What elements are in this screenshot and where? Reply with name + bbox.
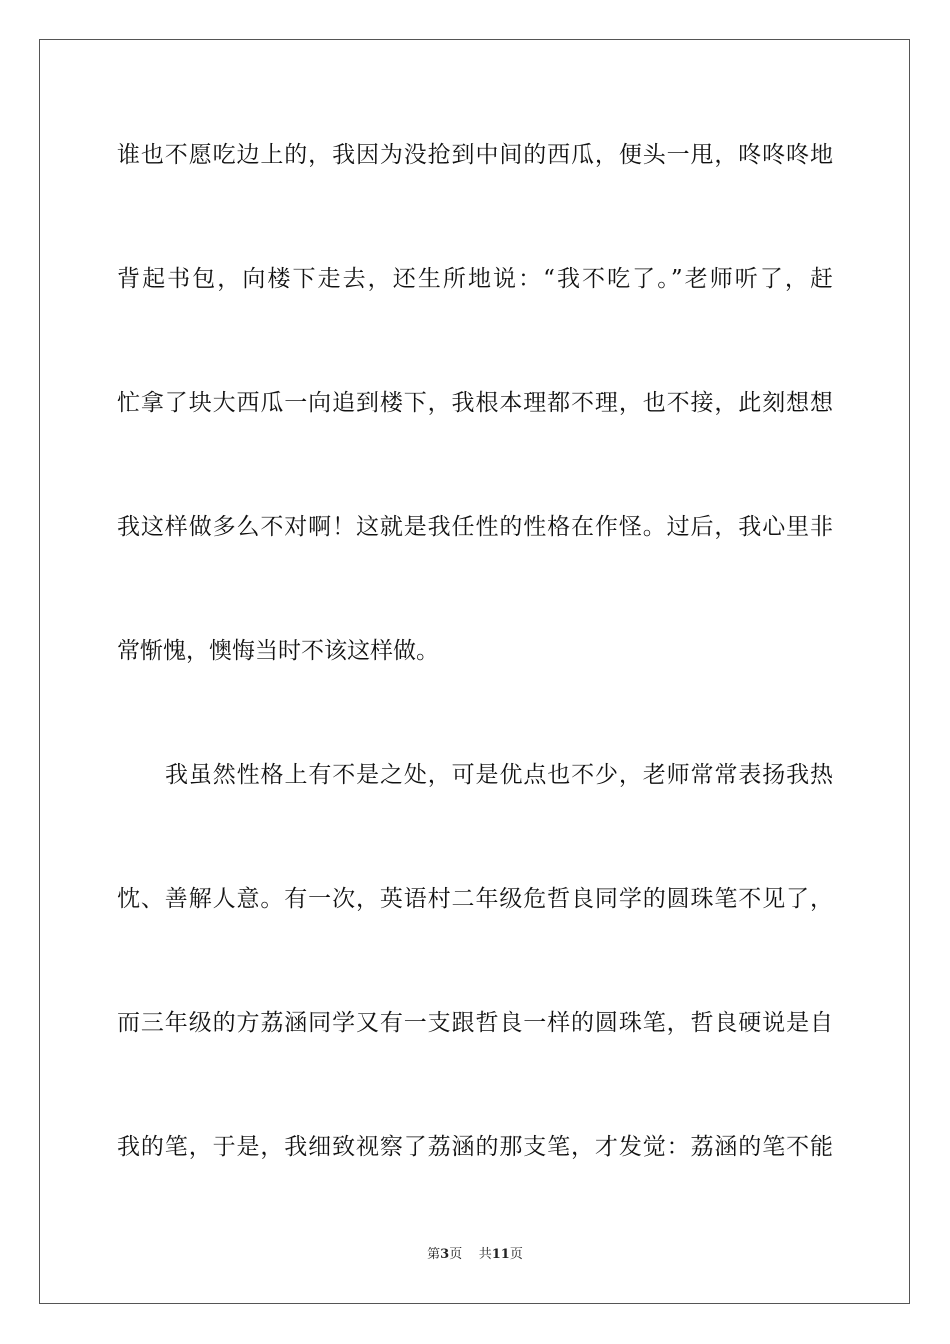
body-line-3: 忙拿了块大西瓜一向追到楼下，我根本理都不理，也不接，此刻想想 <box>117 390 833 416</box>
body-line-2: 背起书包，向楼下走去，还生所地说：“我不吃了。”老师听了，赶 <box>117 266 833 292</box>
body-line-1: 谁也不愿吃边上的，我因为没抢到中间的西瓜，便头一甩，咚咚咚地 <box>117 142 833 168</box>
body-line-4: 我这样做多么不对啊！这就是我任性的性格在作怪。过后，我心里非 <box>117 514 833 540</box>
page-footer <box>0 1247 950 1263</box>
body-line-6: 我虽然性格上有不是之处，可是优点也不少，老师常常表扬我热 <box>165 762 833 788</box>
page-border <box>39 39 910 1304</box>
page-prefix: 第 <box>427 1247 441 1262</box>
body-line-9: 我的笔，于是，我细致视察了荔涵的那支笔，才发觉：荔涵的笔不能 <box>117 1134 833 1160</box>
total-pages-number: 11 <box>491 1247 510 1262</box>
body-line-7: 忱、善解人意。有一次，英语村二年级危哲良同学的圆珠笔不见了， <box>117 886 833 912</box>
body-line-5: 常惭愧，懊悔当时不该这样做。 <box>117 638 439 664</box>
body-line-8: 而三年级的方荔涵同学又有一支跟哲良一样的圆珠笔，哲良硬说是自 <box>117 1010 833 1036</box>
page-suffix: 页 <box>449 1247 463 1262</box>
total-prefix: 共 <box>478 1247 492 1262</box>
total-suffix: 页 <box>509 1247 523 1262</box>
current-page-number: 3 <box>440 1247 450 1262</box>
